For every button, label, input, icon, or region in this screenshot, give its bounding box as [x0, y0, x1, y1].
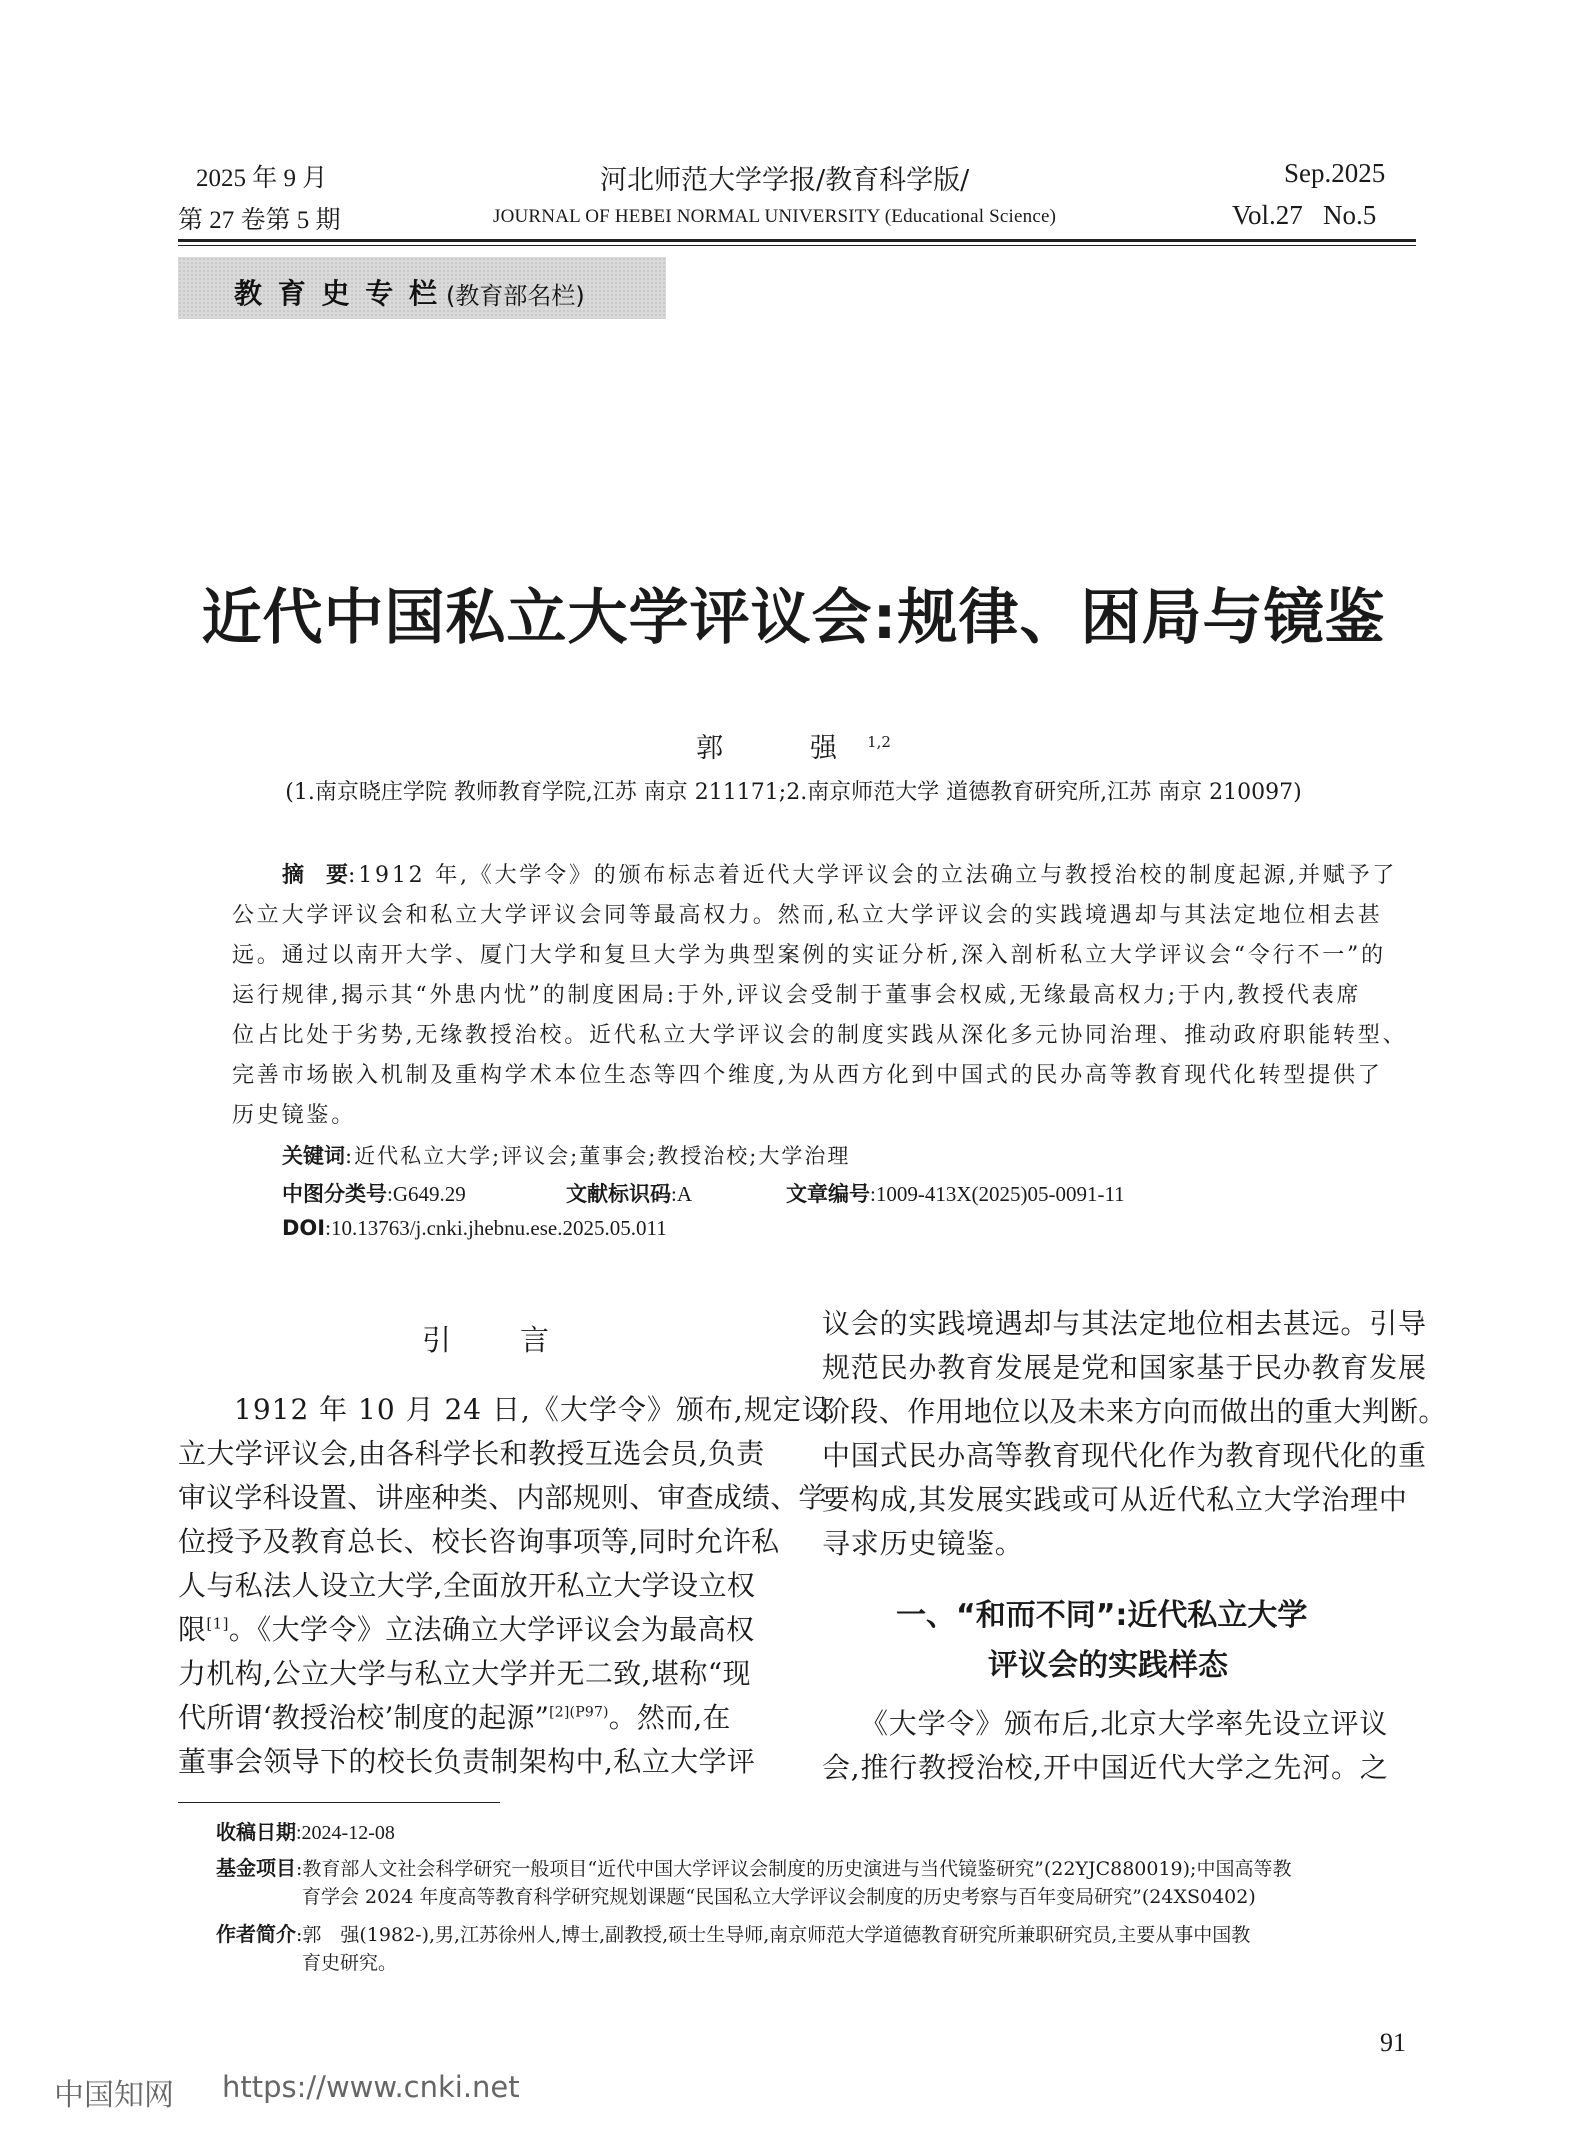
- right-line-2: 规范民办教育发展是党和国家基于民办教育发展: [822, 1351, 1427, 1384]
- header-volume-en: Vol.27 No.5: [1232, 200, 1377, 230]
- author-bio-line-2: 育史研究。: [302, 1952, 398, 1974]
- column-name: 教 育 史 专 栏: [234, 277, 440, 310]
- abstract-line-5: 位占比处于劣势,无缘教授治校。近代私立大学评议会的制度实践从深化多元协同治理、推动政府职能转型、: [232, 1023, 1408, 1048]
- fund-line-2: 育学会 2024 年度高等教育科学研究规划课题“民国私立大学评议会制度的历史考察与百年变局研究”(24XS0402): [302, 1886, 1256, 1908]
- abstract-line-7: 历史镜鉴。: [232, 1103, 357, 1128]
- right-line-1: 议会的实践境遇却与其法定地位相去甚远。引导: [822, 1307, 1427, 1340]
- citation-1[interactable]: [1]: [206, 1614, 229, 1633]
- footnote-rule: [178, 1802, 500, 1803]
- doi: :10.13763/j.cnki.jhebnu.ese.2025.05.011: [325, 1216, 667, 1240]
- section-1-title-line-2: 评议会的实践样态: [988, 1648, 1228, 1683]
- article-no-line: [786, 1178, 1125, 1208]
- author-name: 郭 强: [696, 733, 868, 764]
- received-line: [216, 1816, 395, 1845]
- column-note: (教育部名栏): [446, 282, 585, 310]
- author-line: [0, 726, 1587, 765]
- fund-label: 基金项目: [216, 1856, 296, 1880]
- intro-line-3: 审议学科设置、讲座种类、内部规则、审查成绩、学: [178, 1481, 827, 1514]
- fund-line-1: [216, 1852, 1291, 1881]
- author-bio-line-1: [216, 1918, 1250, 1947]
- right-line-7: 《大学令》颁布后,北京大学率先设立评议: [860, 1707, 1389, 1740]
- intro-line-1: 1912 年 10 月 24 日,《大学令》颁布,规定设: [234, 1393, 831, 1426]
- doc-code-label: 文献标识码: [566, 1182, 671, 1206]
- right-line-5: 要构成,其发展实践或可从近代私立大学治理中: [822, 1483, 1408, 1516]
- header-date-cn: 2025 年 9 月: [196, 165, 328, 192]
- clc-line: [282, 1178, 466, 1208]
- abstract-line-3: 远。通过以南开大学、厦门大学和复旦大学为典型案例的实证分析,深入剖析私立大学评议会“令行不一”的: [232, 943, 1386, 968]
- affiliation: (1.南京晓庄学院 教师教育学院,江苏 南京 211171;2.南京师范大学 道德教育研究所,江苏 南京 210097): [285, 780, 1302, 805]
- cnki-logo: 中国知网: [54, 2078, 174, 2113]
- intro-line-4: 位授予及教育总长、校长咨询事项等,同时允许私: [178, 1525, 780, 1558]
- article-no-label: 文章编号: [786, 1182, 870, 1206]
- clc-code: :G649.29: [387, 1182, 466, 1206]
- intro-line-8: [178, 1696, 731, 1736]
- clc-label: 中图分类号: [282, 1182, 387, 1206]
- abstract-label: 摘 要: [282, 863, 349, 888]
- abstract-line-4: 运行规律,揭示其“外患内忧”的制度困局:于外,评议会受制于董事会权威,无缘最高权力;于内,教授代表席: [232, 983, 1362, 1008]
- header-volume-cn: 第 27 卷第 5 期: [178, 207, 341, 234]
- right-line-6: 寻求历史镜鉴。: [822, 1527, 1024, 1560]
- intro-line-6: [178, 1608, 754, 1648]
- header-rule-thick: [178, 239, 1416, 242]
- journal-name-cn: 河北师范大学学报/教育科学版/: [600, 165, 970, 196]
- abstract-line-6: 完善市场嵌入机制及重构学术本位生态等四个维度,为从西方化到中国式的民办高等教育现代化转型提供了: [232, 1063, 1383, 1088]
- cnki-url[interactable]: https://www.cnki.net: [222, 2070, 520, 2104]
- author-bio-text-1: :郭 强(1982-),男,江苏徐州人,博士,副教授,硕士生导师,南京师范大学道德教育研究所兼职研究员,主要从事中国教: [296, 1924, 1251, 1946]
- fund-text-1: :教育部人文社会科学研究一般项目“近代中国大学评议会制度的历史演进与当代镜鉴研究”(22YJC880019);中国高等教: [296, 1858, 1292, 1880]
- section-1-title-line-1: 一、“和而不同”:近代私立大学: [896, 1598, 1308, 1633]
- journal-name-en: JOURNAL OF HEBEI NORMAL UNIVERSITY (Educational Science): [493, 206, 1057, 227]
- header-date-en: Sep.2025: [1284, 158, 1386, 188]
- article-no: :1009-413X(2025)05-0091-11: [870, 1182, 1125, 1206]
- intro-line-2: 立大学评议会,由各科学长和教授互选会员,负责: [178, 1437, 765, 1470]
- intro-line-7: 力机构,公立大学与私立大学并无二致,堪称“现: [178, 1657, 751, 1690]
- keywords-line: [282, 1140, 850, 1170]
- doc-code: :A: [671, 1182, 692, 1206]
- citation-2[interactable]: [2](P97): [549, 1704, 609, 1721]
- right-line-4: 中国式民办高等教育现代化作为教育现代化的重: [822, 1439, 1427, 1472]
- doi-line: [282, 1216, 667, 1241]
- right-line-8: 会,推行教授治校,开中国近代大学之先河。之: [822, 1751, 1389, 1784]
- doc-code-line: [566, 1178, 692, 1208]
- doi-label: DOI: [282, 1216, 326, 1240]
- abstract-line-2: 公立大学评议会和私立大学评议会同等最高权力。然而,私立大学评议会的实践境遇却与其法定地位相去甚: [232, 903, 1383, 928]
- received-date: :2024-12-08: [296, 1822, 395, 1844]
- abstract-text: :1912 年,《大学令》的颁布标志着近代大学评议会的立法确立与教授治校的制度起源,并赋予了: [348, 863, 1398, 888]
- intro-line-9: 董事会领导下的校长负责制架构中,私立大学评: [178, 1745, 756, 1778]
- intro-heading: 引 言: [422, 1323, 570, 1357]
- page-number: 91: [1380, 2028, 1406, 2057]
- keywords-label: 关键词: [282, 1144, 345, 1168]
- abstract-line-1: [282, 858, 1404, 889]
- author-affil-sup: 1,2: [867, 733, 891, 751]
- received-label: 收稿日期: [216, 1820, 296, 1844]
- right-line-3: 阶段、作用地位以及未来方向而做出的重大判断。: [822, 1395, 1447, 1428]
- header-rule-thin: [178, 245, 1416, 246]
- intro-line-5: 人与私法人设立大学,全面放开私立大学设立权: [178, 1569, 756, 1602]
- author-bio-label: 作者简介: [216, 1922, 296, 1946]
- article-title: 近代中国私立大学评议会:规律、困局与镜鉴: [201, 583, 1386, 653]
- intro-line-8-start: 代所谓‘教授治校’制度的起源”: [178, 1701, 550, 1734]
- keywords: :近代私立大学;评议会;董事会;教授治校;大学治理: [345, 1144, 851, 1168]
- intro-line-8-rest: 。然而,在: [608, 1701, 731, 1734]
- column-banner: [178, 257, 666, 319]
- intro-line-6-rest: 。《大学令》立法确立大学评议会为最高权: [228, 1613, 755, 1646]
- intro-line-6-start: 限: [178, 1613, 207, 1646]
